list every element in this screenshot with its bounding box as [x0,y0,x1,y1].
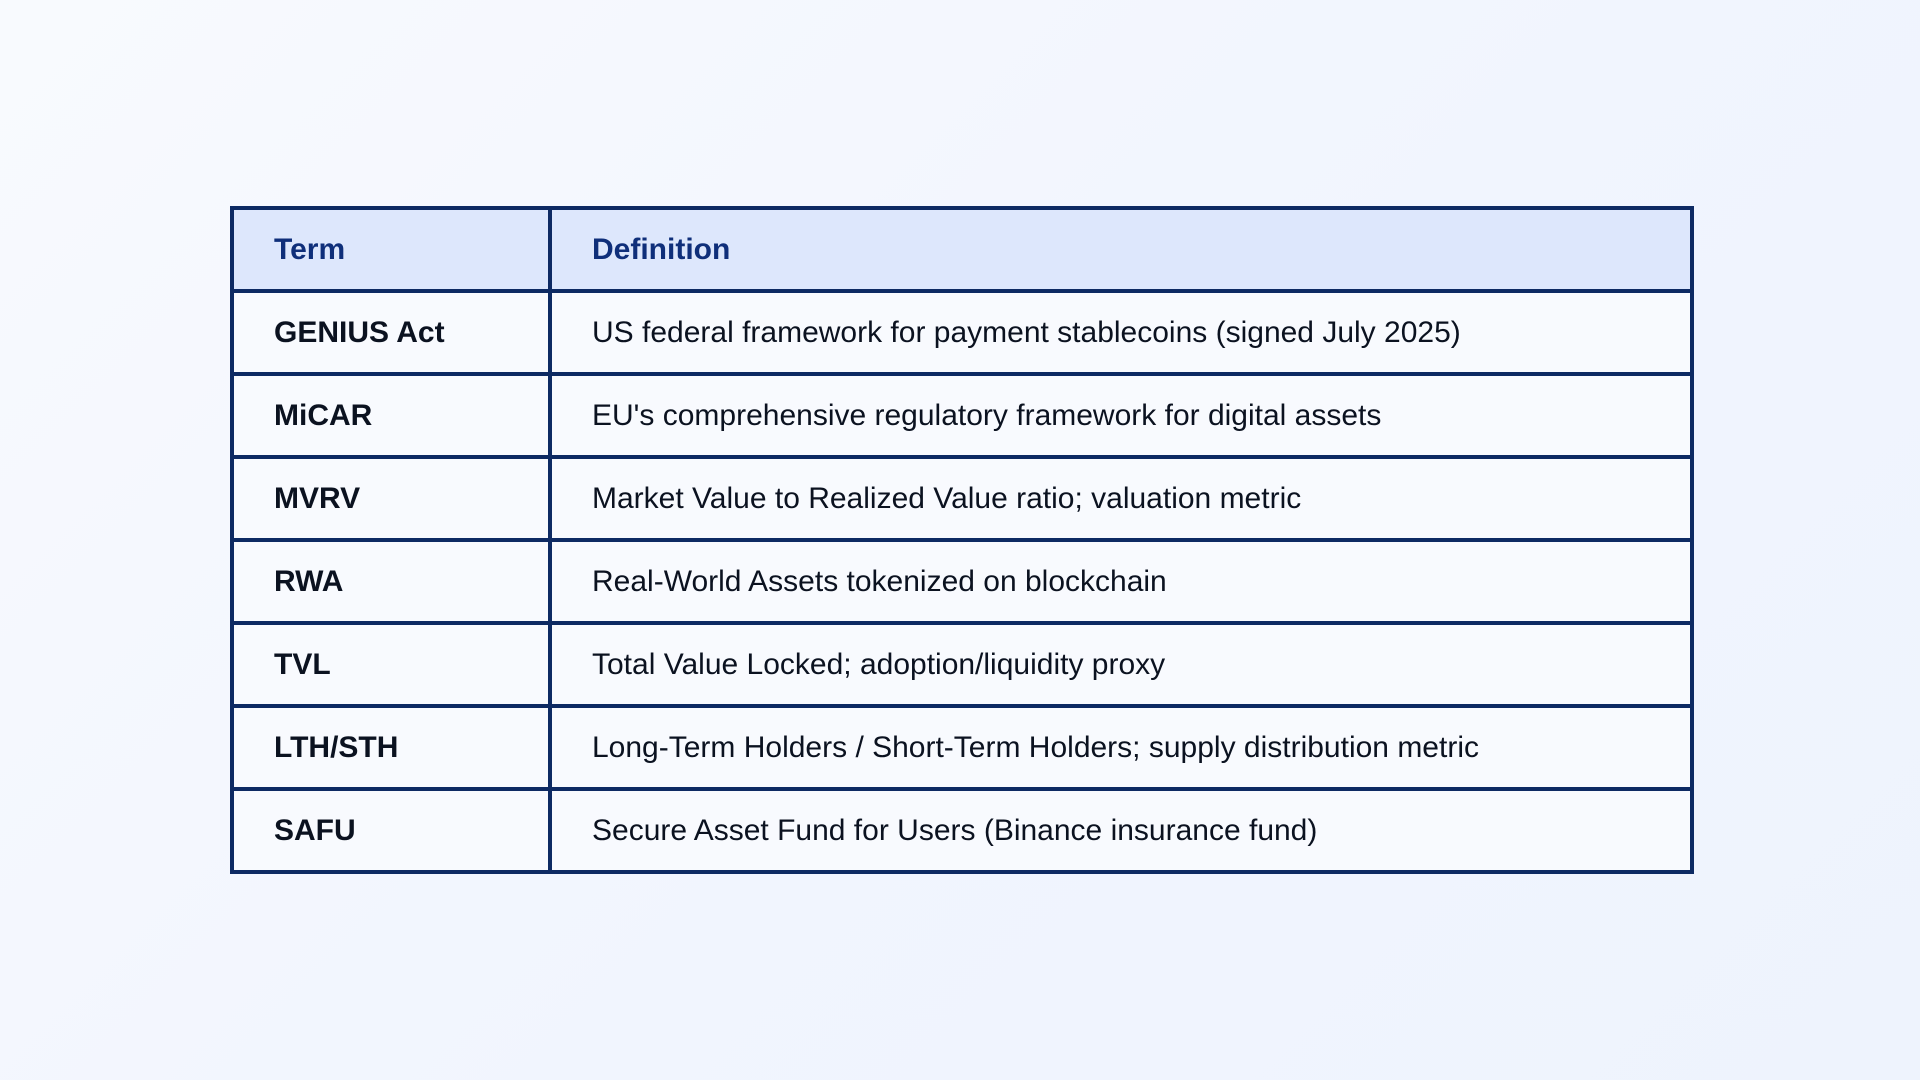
table-row [232,374,1692,457]
term-cell: TVL [232,623,550,706]
glossary-table [230,206,1694,874]
definition-cell: EU's comprehensive regulatory framework for digital assets [550,374,1692,457]
term-cell: RWA [232,540,550,623]
column-header-term: Term [232,208,550,291]
term-cell: GENIUS Act [232,291,550,374]
glossary-table-container [230,206,1690,874]
definition-cell: US federal framework for payment stablecoins (signed July 2025) [550,291,1692,374]
table-header-row [232,208,1692,291]
table-row [232,789,1692,872]
table-row [232,457,1692,540]
definition-cell: Total Value Locked; adoption/liquidity proxy [550,623,1692,706]
table-row [232,291,1692,374]
definition-cell: Long-Term Holders / Short-Term Holders; supply distribution metric [550,706,1692,789]
definition-cell: Market Value to Realized Value ratio; valuation metric [550,457,1692,540]
term-cell: MVRV [232,457,550,540]
term-cell: LTH/STH [232,706,550,789]
term-cell: SAFU [232,789,550,872]
table-row [232,706,1692,789]
term-cell: MiCAR [232,374,550,457]
table-row [232,540,1692,623]
column-header-definition: Definition [550,208,1692,291]
table-row [232,623,1692,706]
definition-cell: Real-World Assets tokenized on blockchain [550,540,1692,623]
definition-cell: Secure Asset Fund for Users (Binance insurance fund) [550,789,1692,872]
